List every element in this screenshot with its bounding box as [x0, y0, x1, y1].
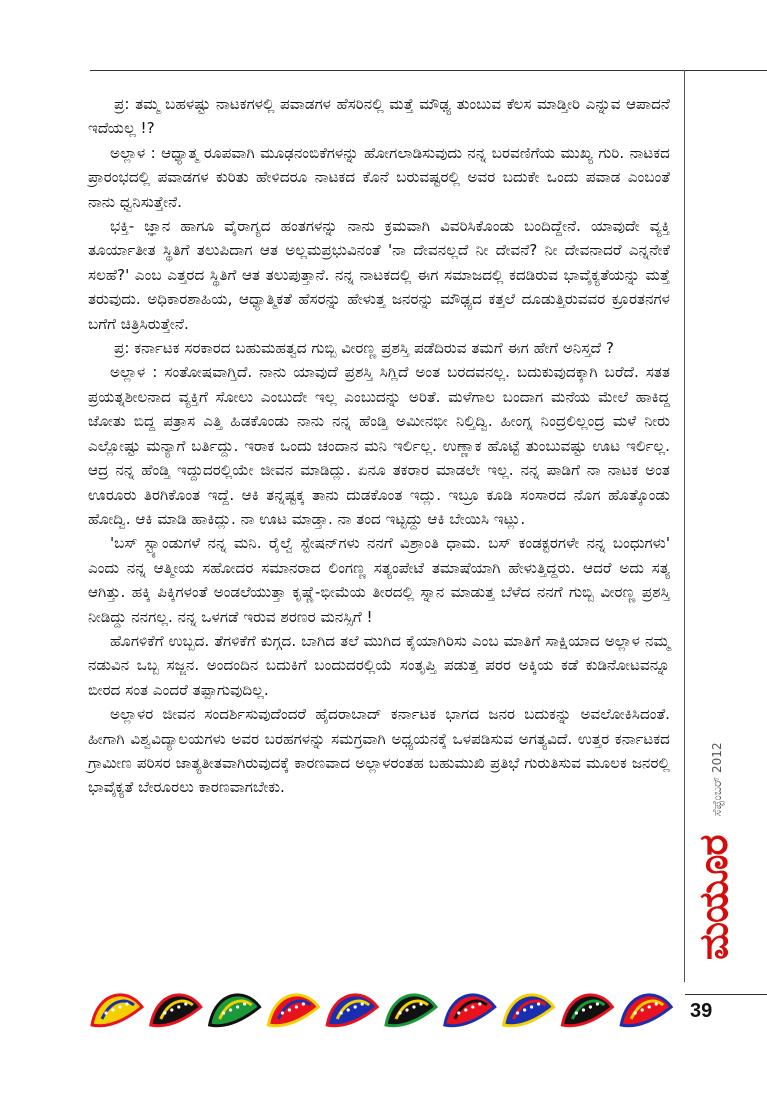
border-motif [151, 995, 201, 1026]
border-motif [210, 995, 260, 1026]
page-number: 39 [690, 1000, 713, 1022]
border-motif [621, 995, 671, 1026]
answer-paragraph: ಭಕ್ತಿ- ಜ್ಞಾನ ಹಾಗೂ ವೈರಾಗ್ಯದ ಹಂತಗಳನ್ನು ನಾನು ಕ್ರಮವಾಗಿ ವಿವರಿಸಿಕೊಂಡು ಬಂದಿದ್ದೇನೆ. ಯಾವುದೇ ವ್ಯಕ್ತಿ ತೂರ್ಯಾತೀತ ಸ್ಥಿತಿಗೆ ತಲುಪಿದಾಗ ಆತ ಅಲ್ಲಮಪ್ರಭುವಿನಂತೆ 'ನಾ ದೇವನಲ್ಲದೆ ನೀ ದೇವನೆ? ನೀ ದೇವನಾದರೆ ಎನ್ನನೇಕೆ ಸಲಹೆ?' ಎಂಬ ಎತ್ತರದ ಸ್ಥಿತಿಗೆ ಆತ ತಲುಪುತ್ತಾನೆ. ನನ್ನ ನಾಟಕದಲ್ಲಿ ಈಗ ಸಮಾಜದಲ್ಲಿ ಕದಡಿರುವ ಭಾವೈಕ್ಯತೆಯನ್ನು ಮತ್ತೆ ತರುವುದು. ಅಧಿಕಾರಶಾಹಿಯ, ಆಧ್ಯಾತ್ಮಿಕತೆ ಹೆಸರನ್ನು ಹೇಳುತ್ತ ಜನರನ್ನು ಮೌಢ್ಯದ ಕತ್ತಲೆ ದೂಡುತ್ತಿರುವವರ ಕ್ರೂರತನಗಳ ಬಗೆಗೆ ಚಿತ್ರಿಸಿರುತ್ತೇನೆ. [88, 217, 670, 333]
side-rule [684, 70, 685, 982]
answer-paragraph: ಅಲ್ಲಾಳ : ಸಂತೋಷವಾಗ್ತಿದೆ. ನಾನು ಯಾವುದೆ ಪ್ರಶಸ್ತಿ ಸಿಗ್ಲಿದೆ ಅಂತ ಬರದವನಲ್ಲ. ಬದುಕುವುದಕ್ಕಾಗಿ ಬರೆದೆ. ಸತತ ಪ್ರಯತ್ನಶೀಲನಾದ ವ್ಯಕ್ತಿಗೆ ಸೋಲು ಎಂಬುದೇ ಇಲ್ಲ ಎಂಬುದನ್ನು ಅರಿತೆ. ಮಳೆಗಾಲ ಬಂದಾಗ ಮನೆಯ ಮೇಲೆ ಹಾಕಿದ್ದ ಜೋತು ಬಿದ್ದ ಪತ್ರಾಸ ಎತ್ತಿ ಹಿಡಕೊಂಡು ನಾನು ನನ್ನ ಹೆಂಡ್ತಿ ಅಮೀನಭೀ ನಿಲ್ತಿದ್ವಿ. ಹೀಂಗ್ನ ನಿಂದ್ರಲಿಲ್ಲಂದ್ರ ಮಳೆ ನೀರು ಎಲ್ಲೋಷ್ಟು ಮನ್ಯಾಗೆ ಬರ್ತಿದ್ದು. ಇರಾಕ ಒಂದು ಚಂದಾನ ಮನಿ ಇರ್ಲಿಲ್ಲ. ಉಣ್ಣಾಕ ಹೊಟ್ಟೆ ತುಂಬುವಷ್ಟು ಊಟ ಇರ್ಲಿಲ್ಲ. ಆದ್ರ ನನ್ನ ಹೆಂಡ್ತಿ ಇದ್ದುದರಲ್ಲಿಯೇ ಜೀವನ ಮಾಡಿದ್ಲು. ಏನೂ ತಕರಾರ ಮಾಡಲೇ ಇಲ್ಲ. ನನ್ನ ಪಾಡಿಗೆ ನಾ ನಾಟಕ ಅಂತ ಊರೂರು ತಿರಗಿಕೊಂತ ಇದ್ದೆ. ಆಕಿ ತನ್ನಷ್ಟಕ್ಕ ತಾನು ದುಡಕೊಂತ ಇದ್ಲು. ಇಬ್ರೂ ಕೂಡಿ ಸಂಸಾರದ ನೊಗ ಹೊತ್ಕೊಂಡು ಹೋದ್ವಿ. ಆಕಿ ಮಾಡಿ ಹಾಕಿದ್ಲು. ನಾ ಊಟ ಮಾಡ್ತಾ. ನಾ ತಂದ ಇಟ್ಟದ್ದು ಆಕಿ ಬೇಯಿಸಿ ಇಟ್ಲು. [88, 363, 670, 528]
decorative-border [88, 985, 676, 1033]
question-paragraph: ಪ್ರ: ಕರ್ನಾಟಕ ಸರಕಾರದ ಬಹುಮಹತ್ವದ ಗುಬ್ಬಿ ವೀರಣ್ಣ ಪ್ರಶಸ್ತಿ ಪಡೆದಿರುವ ತಮಗೆ ಈಗ ಹೇಗೆ ಅನಿಸ್ತದೆ ? [114, 339, 614, 358]
border-motif [92, 995, 142, 1026]
issue-date: ಸೆಪ್ಟೆಂಬರ್ 2012 [710, 742, 724, 817]
answer-paragraph: ಅಲ್ಲಾಳ : ಆಧ್ಯಾತ್ಮ ರೂಪವಾಗಿ ಮೂಢನಂಬಿಕೆಗಳನ್ನು ಹೋಗಲಾಡಿಸುವುದು ನನ್ನ ಬರವಣಿಗೆಯ ಮುಖ್ಯ ಗುರಿ. ನಾಟಕದ ಪ್ರಾರಂಭದಲ್ಲಿ ಪವಾಡಗಳ ಕುರಿತು ಹೇಳಿದರೂ ನಾಟಕದ ಕೊನೆ ಬರುವಷ್ಟರಲ್ಲಿ ಅವರ ಬದುಕೇ ಒಂದು ಪವಾಡ ಎಂಬಂತೆ ನಾನು ಧ್ವನಿಸುತ್ತೇನೆ. [88, 143, 670, 211]
top-rule [90, 70, 767, 71]
closing-paragraph: ಅಲ್ಲಾಳರ ಜೀವನ ಸಂದರ್ಶಿಸುವುದೆಂದರೆ ಹೈದರಾಬಾದ್ ಕರ್ನಾಟಕ ಭಾಗದ ಜನರ ಬದುಕನ್ನು ಅವಲೋಕಿಸಿದಂತೆ. ಹೀಗಾಗಿ ವಿಶ್ವವಿದ್ಯಾಲಯಗಳು ಅವರ ಬರಹಗಳನ್ನು ಸಮಗ್ರವಾಗಿ ಅಧ್ಯಯನಕ್ಕೆ ಒಳಪಡಿಸುವ ಅಗತ್ಯವಿದೆ. ಉತ್ತರ ಕರ್ನಾಟಕದ ಗ್ರಾಮೀಣ ಪರಿಸರ ಜಾತ್ಯತೀತವಾಗಿರುವುದಕ್ಕೆ ಕಾರಣವಾದ ಅಲ್ಲಾಳರಂತಹ ಬಹುಮುಖಿ ಪ್ರತಿಭೆ ಗುರುತಿಸುವ ಮೂಲಕ ಜನರಲ್ಲಿ ಭಾವೈಕ್ಯತೆ ಬೇರೂರಲು ಕಾರಣವಾಗಬೇಕು. [88, 705, 670, 797]
masthead [690, 742, 737, 960]
border-motif [268, 995, 318, 1026]
magazine-logo: ಮಯೂರ [690, 835, 737, 960]
border-motif [562, 995, 612, 1026]
border-motif [327, 995, 377, 1026]
bottom-rule [685, 994, 767, 995]
border-motif [445, 995, 495, 1026]
border-motif [504, 995, 554, 1026]
answer-paragraph: 'ಬಸ್ ಸ್ಟ್ಯಾಂಡುಗಳೆ ನನ್ನ ಮನಿ. ರೈಲ್ವೆ ಸ್ಟೇಷನ್‌ಗಳು ನನಗೆ ವಿಶ್ರಾಂತಿ ಧಾಮ. ಬಸ್ ಕಂಡಕ್ಟರಗಳೇ ನನ್ನ ಬಂಧುಗಳು' ಎಂದು ನನ್ನ ಆತ್ಮೀಯ ಸಹೋದರ ಸಮಾನರಾದ ಲಿಂಗಣ್ಣ ಸತ್ಯಂಪೇಟೆ ತಮಾಷೆಯಾಗಿ ಹೇಳುತ್ತಿದ್ದರು. ಆದರೆ ಅದು ಸತ್ಯ ಆಗಿತ್ತು. ಹಕ್ಕಿ ಪಿಕ್ಕಿಗಳಂತೆ ಅಂಡಲೆಯುತ್ತಾ ಕೃಷ್ಣೆ-ಭೀಮೆಯ ತೀರದಲ್ಲಿ ಸ್ನಾನ ಮಾಡುತ್ತ ಬೆಳೆದ ನನಗೆ ಗುಬ್ಬಿ ವೀರಣ್ಣ ಪ್ರಶಸ್ತಿ ನೀಡಿದ್ದು ನನಗಲ್ಲ. ನನ್ನ ಒಳಗಡೆ ಇರುವ ಶರಣರ ಮನಸ್ಸಿಗೆ ! [88, 534, 670, 626]
question-paragraph: ಪ್ರ: ತಮ್ಮ ಬಹಳಷ್ಟು ನಾಟಕಗಳಲ್ಲಿ ಪವಾಡಗಳ ಹೆಸರಿನಲ್ಲಿ ಮತ್ತೆ ಮೌಢ್ಯ ತುಂಬುವ ಕೆಲಸ ಮಾಡ್ತೀರಿ ಎನ್ನುವ ಆಪಾದನೆ ಇದೆಯಲ್ಲ !? [88, 95, 670, 138]
border-motif [386, 995, 436, 1026]
closing-paragraph: ಹೊಗಳಿಕೆಗೆ ಉಬ್ಬದ. ತೆಗಳಿಕೆಗೆ ಕುಗ್ಗದ. ಬಾಗಿದ ತಲೆ ಮುಗಿದ ಕೈಯಾಗಿರಿಸು ಎಂಬ ಮಾತಿಗೆ ಸಾಕ್ಷಿಯಾದ ಅಲ್ಲಾಳ ನಮ್ಮ ನಡುವಿನ ಒಬ್ಬ ಸಜ್ಜನ. ಅಂದಂದಿನ ಬದುಕಿಗೆ ಬಂದುದರಲ್ಲಿಯೆ ಸಂತೃಪ್ತಿ ಪಡುತ್ತ ಪರರ ಅಕ್ಕಿಯ ಕಡೆ ಕುಡಿನೋಟವನ್ನೂ ಬೀರದ ಸಂತ ಎಂದರೆ ತಪ್ಪಾಗುವುದಿಲ್ಲ. [88, 631, 670, 699]
article-body [88, 92, 670, 800]
